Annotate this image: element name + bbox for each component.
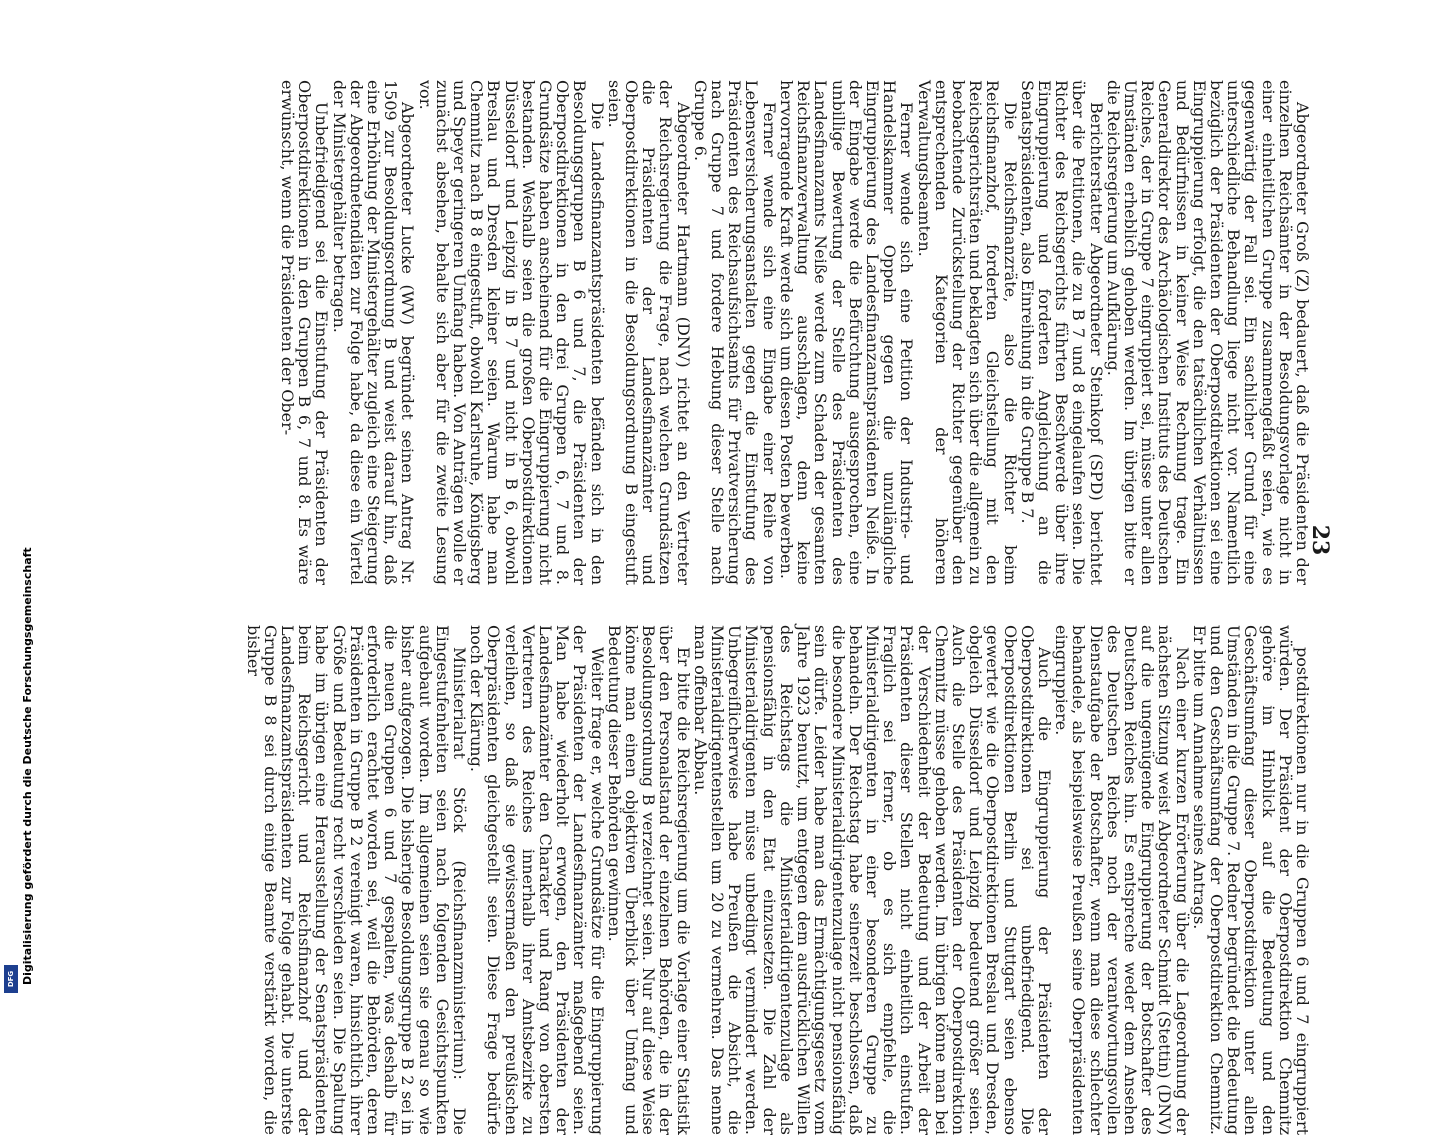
paragraph: Ferner wende sich eine Petition der Industrie- und Handelskammer Oppeln gegen die unzulängliche Eingruppierung des Landesfinanzamtspräsidenten Neiße. In der Eingabe werde die Befürchtung ausgesprochen, eine unbillige Bewertung der Stelle des Präsidenten des Landesfinanzamts Neiße werde zum Schaden der gesamten Reichsfinanzverwaltung ausschlagen, denn keine hervorragende Kraft werde sich um diesen Posten bewerben. (776, 80, 917, 585)
paragraph: Auch die Eingruppierung der Präsidenten der Oberpostdirektionen sei unbefriedigend. Die Oberpostdirektionen Berlin und Stuttgart seien ebenso gewertet wie die Oberpostdirektionen Breslau und Dresden, obgleich Düsseldorf und Leipzig bedeutend größer seien. Auch die Stelle des Präsidenten der Oberpostdirektion Chemnitz müsse gehoben werden. Im übrigen könne man bei der Verschiedenheit der Bedeutung und der Arbeit der Präsidenten dieser Stellen nicht einheitlich einstufen. Fraglich sei ferner, ob es sich empfehle, die Ministerialdirigenten in einer besonderen Gruppe zu behandeln. Der Reichstag habe seinerzeit beschlossen, daß die besondere Ministerialdirigentenzulage nicht pensionsfähig sein dürfe. Leider habe man das Ermächtigungsgesetz vom Jahre 1923 benutzt, um entgegen dem ausdrücklichen Willen des Reichstags die Ministerialdirigentenzulage als pensionsfähig in den Etat einzusetzen. Die Zahl der Ministerialdirigenten müsse unbedingt vermindert werden. Unbegreiflicherweise habe Preußen die Absicht, die Ministerialdirigentenstellen um 20 zu vermehren. Das nenne man offenbar Abbau. (690, 625, 1054, 1135)
paragraph: Unbefriedigend sei die Einstufung der Präsidenten der Oberpostdirektionen in den Gruppen B 6, 7 und 8. Es wäre erwünscht, wenn die Präsidenten der Ober- (278, 80, 332, 585)
paragraph: Die Reichsfinanzräte, also die Richter beim Reichsfinanzhof, forderten Gleichstellung mit den Reichsgerichtsräten und beklagten sich über die allgemein zu beobachtende Zurückstellung der Richter gegenüber den entsprechenden Kategorien der höheren Verwaltungsbeamten. (914, 80, 1020, 585)
paragraph: Abgeordneter Groß (Z) bedauert, daß die Präsidenten der einzelnen Reichsämter in der Besoldungsvorlage nicht in einer einheitlichen Gruppe zusammengefaßt seien, wie es gegenwärtig der Fall sei. Ein sachlicher Grund für eine unterschiedliche Behandlung liege nicht vor. Namentlich bezüglich der Präsidenten der Oberpostdirektionen sei eine Eingruppierung erfolgt, die den tatsächlichen Verhältnissen und Bedürfnissen in keiner Weise Rechnung trage. Ein Generaldirektor des Archäologischen Instituts des Deutschen Reiches, der in Gruppe 7 eingruppiert sei, müsse unter allen Umständen erheblich gehoben werden. Im übrigen bitte er die Reichsregierung um Aufklärung. (1103, 80, 1312, 585)
paragraph: Abgeordneter Hartmann (DNV) richtet an den Vertreter der Reichsregierung die Frage, nach welchen Grundsätzen die Präsidenten der Landesfinanzämter und Oberpostdirektionen in die Besoldungsordnung B eingestuft seien. (604, 80, 693, 585)
paragraph: Ferner wende sich eine Eingabe einer Reihe von Lebensversicherungsanstalten gegen die Einstufung des Präsidenten des Reichsaufsichtsamts für Privatversicherung nach Gruppe 7 und fordere Hebung dieser Stelle nach Gruppe 6. (690, 80, 779, 585)
scanned-page (93, 80, 1333, 1135)
paragraph: Die Landesfinanzamtspräsidenten befänden sich in den Besoldungsgruppen B 6 und 7, die Präsidenten der Oberpostdirektionen in den drei Gruppen 6, 7 und 8. Grundsätze haben anscheinend für die Eingruppierung nicht bestanden. Weshalb seien die großen Oberpostdirektionen Düsseldorf und Leipzig in B 7 und nicht in B 6, obwohl Breslau und Dresden kleiner seien. Warum habe man Chemnitz nach B 8 eingestuft, obwohl Karlsruhe, Königsberg und Speyer geringeren Umfang haben. Von Anträgen wolle er zunächst absehen, behalte sich aber für die zweite Lesung vor. (415, 80, 607, 585)
paragraph: Er bitte die Reichsregierung um die Vorlage einer Statistik über den Personalstand der einzelnen Behörden, die in der Besoldungsordnung B verzeichnet seien. Nur auf diese Weise könne man einen objektiven Überblick über Umfang und Bedeutung dieser Behörden gewinnen. (604, 625, 693, 1135)
paragraph: Ministerialrat Stöck (Reichsfinanzministerium): Die Eingestufenheiten seien nach folgenden Gesichtspunkten aufgebaut worden. Im allgemeinen seien sie genau so wie bisher aufgezogen. Die bisherige Besoldungsgruppe B 2 sei in die neuen Gruppen 6 und 7 gespalten, was deshalb für erforderlich erachtet worden sei, weil die Behörden, deren Präsidenten in Gruppe B 2 vereinigt waren, hinsichtlich ihrer Größe und Bedeutung recht verschieden seien. Die Spaltung habe im übrigen eine Herausstellung der Senatspräsidenten beim Reichsgericht und Reichsfinanzhof und der Landesfinanzamtspräsidenten zur Folge gehabt. Die unterste Gruppe B 8 sei durch einige Beamte verstärkt worden, die bisher (243, 625, 470, 1135)
text-column-right (243, 625, 1312, 1135)
paragraph: Abgeordneter Lucke (WV) begründet seinen Antrag Nr. 1509 zur Besoldungsordnung B und weist darauf hin, daß eine Erhöhung der Ministergehälter zugleich eine Steigerung der Abgeordnetendiäten zur Folge habe, da diese ein Viertel der Ministergehälter betragen. (329, 80, 418, 585)
dfg-logo: DFG (4, 965, 18, 993)
page-number: 23 (1307, 524, 1333, 556)
digitization-credit: Digitalisierung gefördert durch die Deutsche Forschungsgemeinschaft (21, 547, 34, 985)
text-column-left (278, 80, 1312, 585)
paragraph: Berichterstatter Abgeordneter Steinkopf (SPD) berichtet über die Petitionen, die zu B 7 und 8 eingelaufen seien. Die Richter des Reichsgerichts führten Beschwerde über ihre Eingruppierung und forderten Angleichung an die Senatspräsidenten, also Einreihung in die Gruppe B 7. (1017, 80, 1106, 585)
digitization-credit-strip (0, 0, 34, 1000)
paragraph: postdirektionen nur in die Gruppen 6 und 7 eingruppiert würden. Der Präsident der Oberpostdirektion Chemnitz gehöre im Hinblick auf die Bedeutung und den Geschäftsumfang dieser Oberpostdirektion unter allen Umständen in die Gruppe 7. Redner begründet die Bedeutung und den Geschäftsumfang der Oberpostdirektion Chemnitz. Er bitte um Annahme seines Antrags. (1189, 625, 1312, 1135)
paragraph: Weiter frage er, welche Grundsätze für die Eingruppierung der Präsidenten der Landesfinanzämter maßgebend seien. Man habe wiederholt erwogen, den Präsidenten der Landesfinanzämter den Charakter und Rang von obersten Vertretern des Reiches innerhalb ihrer Amtsbezirke zu verleihen, so daß sie gewissermaßen den preußischen Oberpräsidenten gleichgestellt seien. Diese Frage bedürfe noch der Klärung. (467, 625, 607, 1135)
paragraph: Nach einer kurzen Erörterung über die Lageordnung der nächsten Sitzung weist Abgeordneter Schmidt (Stettin) (DNV) auf die ungenügende Eingruppierung der Botschafter des Deutschen Reiches hin. Es entspreche weder dem Ansehen des Deutschen Reiches noch der verantwortungsvollen Dienstaufgabe der Botschafter, wenn man diese schlechter behandele, als beispielsweise Preußen seine Oberpräsidenten eingruppiere. (1052, 625, 1192, 1135)
